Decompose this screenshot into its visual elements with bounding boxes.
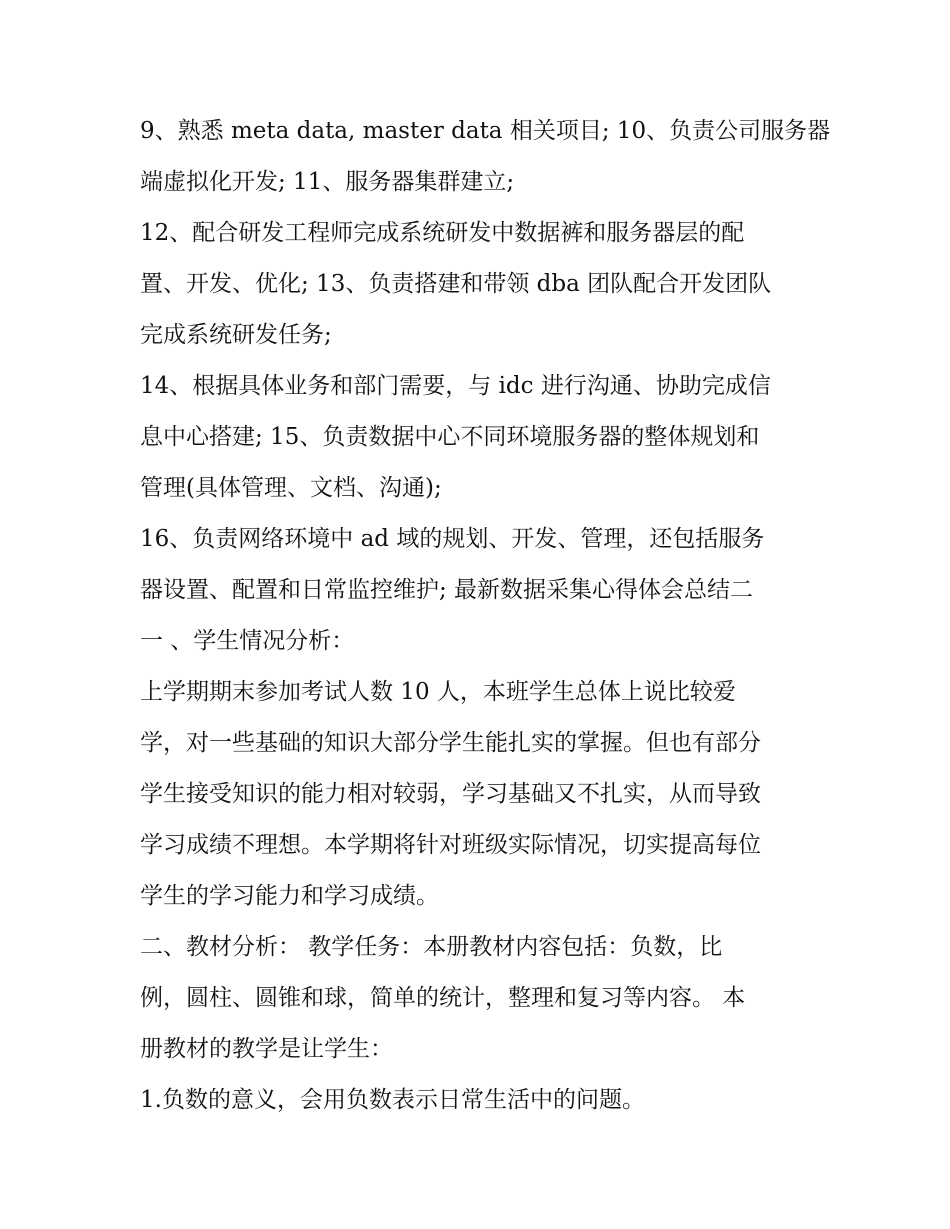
text-line-1: 9、熟悉 meta data, master data 相关项目; 10、负责公司服务器 bbox=[140, 118, 831, 144]
text-line-3: 12、配合研发工程师完成系统研发中数据裤和服务器层的配 bbox=[140, 220, 745, 246]
text-line-10: 器设置、配置和日常监控维护; 最新数据采集心得体会总结二 bbox=[140, 577, 754, 603]
text-line-9: 16、负责网络环境中 ad 域的规划、开发、管理，还包括服务 bbox=[140, 526, 765, 552]
text-line-14: 学生接受知识的能力相对较弱，学习基础又不扎实，从而导致 bbox=[140, 781, 761, 807]
section-heading-textbook-analysis: 二、教材分析： 教学任务：本册教材内容包括：负数，比 bbox=[140, 934, 723, 960]
text-line-13: 学，对一些基础的知识大部分学生能扎实的掌握。但也有部分 bbox=[140, 730, 761, 756]
text-line-20: 1.负数的意义，会用负数表示日常生活中的问题。 bbox=[140, 1087, 645, 1113]
text-line-5: 完成系统研发任务; bbox=[140, 322, 332, 348]
document-body bbox=[140, 106, 831, 1126]
text-line-15: 学习成绩不理想。本学期将针对班级实际情况，切实提高每位 bbox=[140, 832, 761, 858]
text-line-8: 管理(具体管理、文档、沟通); bbox=[140, 475, 442, 501]
text-line-2: 端虚拟化开发; 11、服务器集群建立; bbox=[140, 169, 515, 195]
text-line-16: 学生的学习能力和学习成绩。 bbox=[140, 883, 439, 909]
text-line-18: 例，圆柱、圆锥和球，简单的统计，整理和复习等内容。 本 bbox=[140, 985, 746, 1011]
text-line-4: 置、开发、优化; 13、负责搭建和带领 dba 团队配合开发团队 bbox=[140, 271, 772, 297]
text-line-7: 息中心搭建; 15、负责数据中心不同环境服务器的整体规划和 bbox=[140, 424, 760, 450]
text-line-12: 上学期期末参加考试人数 10 人，本班学生总体上说比较爱 bbox=[140, 679, 736, 705]
section-heading-student-analysis: 一 、学生情况分析： bbox=[140, 628, 355, 654]
text-line-19: 册教材的教学是让学生： bbox=[140, 1036, 393, 1062]
text-line-6: 14、根据具体业务和部门需要，与 idc 进行沟通、协助完成信 bbox=[140, 373, 771, 399]
